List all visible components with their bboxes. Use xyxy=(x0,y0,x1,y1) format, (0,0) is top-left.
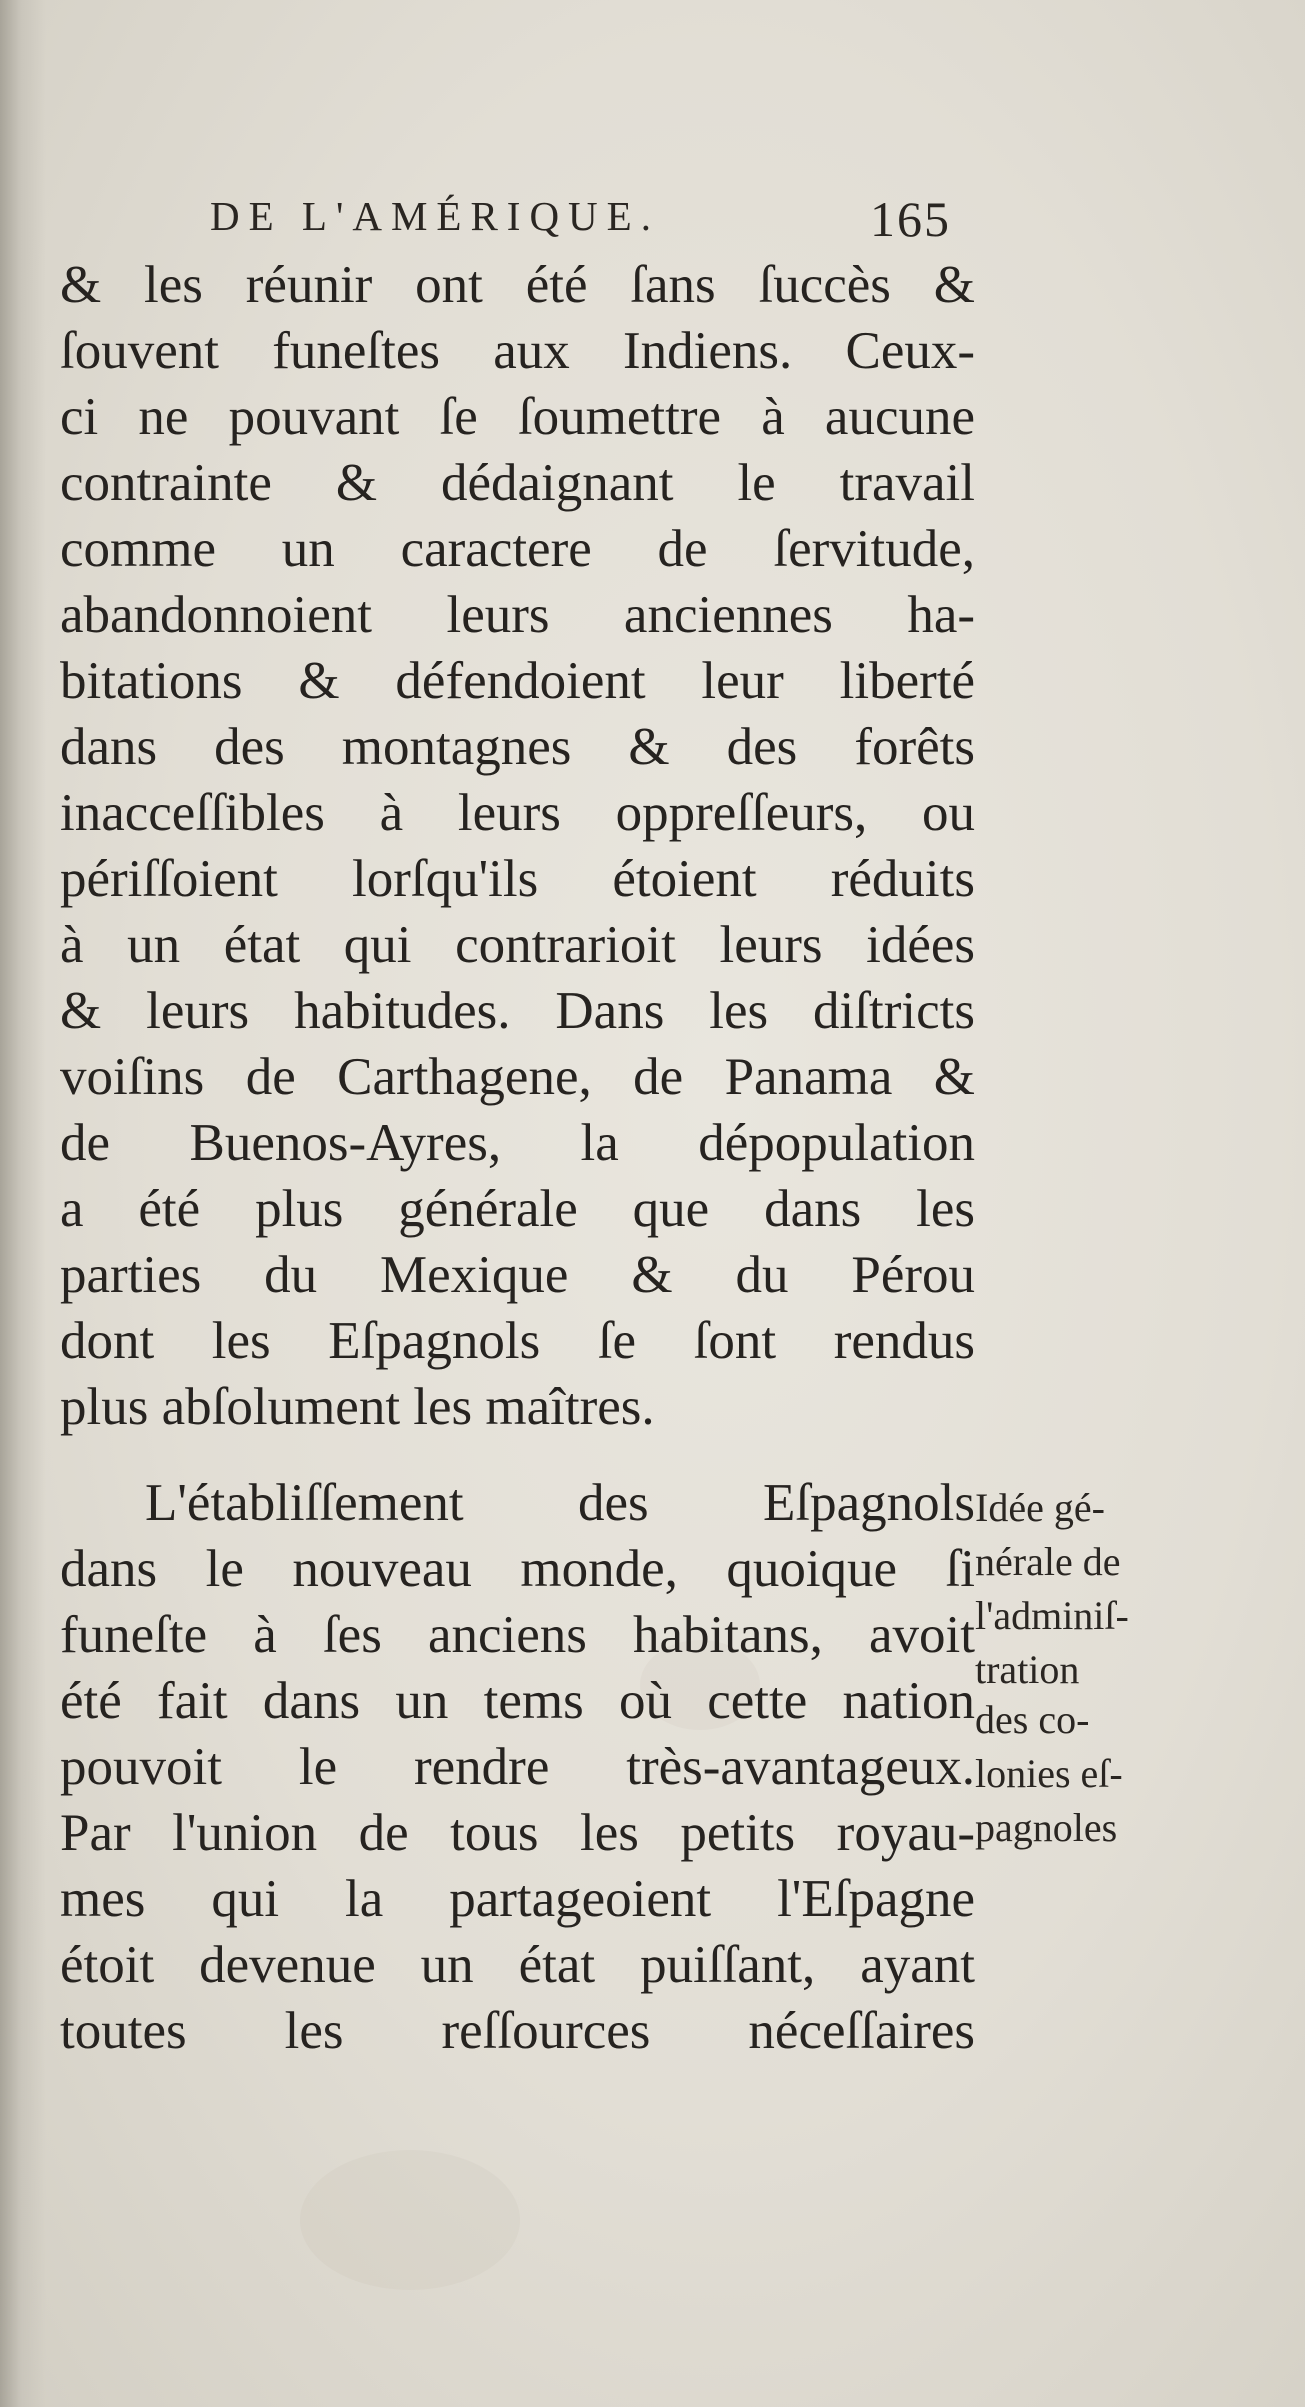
marginal-note-line: Idée gé- xyxy=(975,1485,1105,1530)
marginal-note-line: l'adminiſ- xyxy=(975,1593,1129,1638)
text-line: Par l'union de tous les petits royau- xyxy=(60,1804,975,1862)
text-line: dont les Eſpagnols ſe ſont rendus xyxy=(60,1312,975,1370)
text-line: plus abſolument les maîtres. xyxy=(60,1378,655,1436)
text-line: étoit devenue un état puiſſant, ayant xyxy=(60,1936,975,1994)
text-line: parties du Mexique & du Pérou xyxy=(60,1246,975,1304)
running-head-title: DE L'AMÉRIQUE. xyxy=(210,193,660,239)
page-number: 165 xyxy=(870,191,951,247)
text-line: été fait dans un tems où cette nation xyxy=(60,1672,975,1730)
text-line: mes qui la partageoient l'Eſpagne xyxy=(60,1870,975,1928)
text-line: dans le nouveau monde, quoique ſi xyxy=(60,1540,975,1598)
marginal-note-line: tration xyxy=(975,1647,1080,1692)
gutter-shadow xyxy=(0,0,46,2407)
marginal-note-line: pagnoles xyxy=(975,1805,1118,1850)
text-line: & les réunir ont été ſans ſuccès & xyxy=(60,256,975,314)
text-line: périſſoient lorſqu'ils étoient réduits xyxy=(60,850,975,908)
text-line: funeſte à ſes anciens habitans, avoit xyxy=(60,1606,975,1664)
text-line: L'établiſſement des Eſpagnols xyxy=(145,1474,975,1532)
text-line: contrainte & dédaignant le travail xyxy=(60,454,975,512)
marginal-note-line: nérale de xyxy=(975,1539,1121,1584)
text-line: dans des montagnes & des forêts xyxy=(60,718,975,776)
text-line: comme un caractere de ſervitude, xyxy=(60,520,975,578)
marginal-note-line: lonies eſ- xyxy=(975,1751,1123,1796)
text-line: ſouvent funeſtes aux Indiens. Ceux- xyxy=(60,322,975,380)
text-line: toutes les reſſources néceſſaires xyxy=(60,2002,975,2060)
text-line: à un état qui contrarioit leurs idées xyxy=(60,916,975,974)
text-line: abandonnoient leurs anciennes ha- xyxy=(60,586,975,644)
text-line: voiſins de Carthagene, de Panama & xyxy=(60,1048,975,1106)
running-head xyxy=(0,0,1305,260)
text-line: bitations & défendoient leur liberté xyxy=(60,652,975,710)
text-line: a été plus générale que dans les xyxy=(60,1180,975,1238)
text-line: de Buenos-Ayres, la dépopulation xyxy=(60,1114,975,1172)
text-line: ci ne pouvant ſe ſoumettre à aucune xyxy=(60,388,975,446)
marginal-note-line: des co- xyxy=(975,1697,1090,1742)
text-line: pouvoit le rendre très-avantageux. xyxy=(60,1738,975,1796)
text-line: inacceſſibles à leurs oppreſſeurs, ou xyxy=(60,784,975,842)
paper-stain xyxy=(300,2150,520,2290)
text-line: & leurs habitudes. Dans les diſtricts xyxy=(60,982,975,1040)
